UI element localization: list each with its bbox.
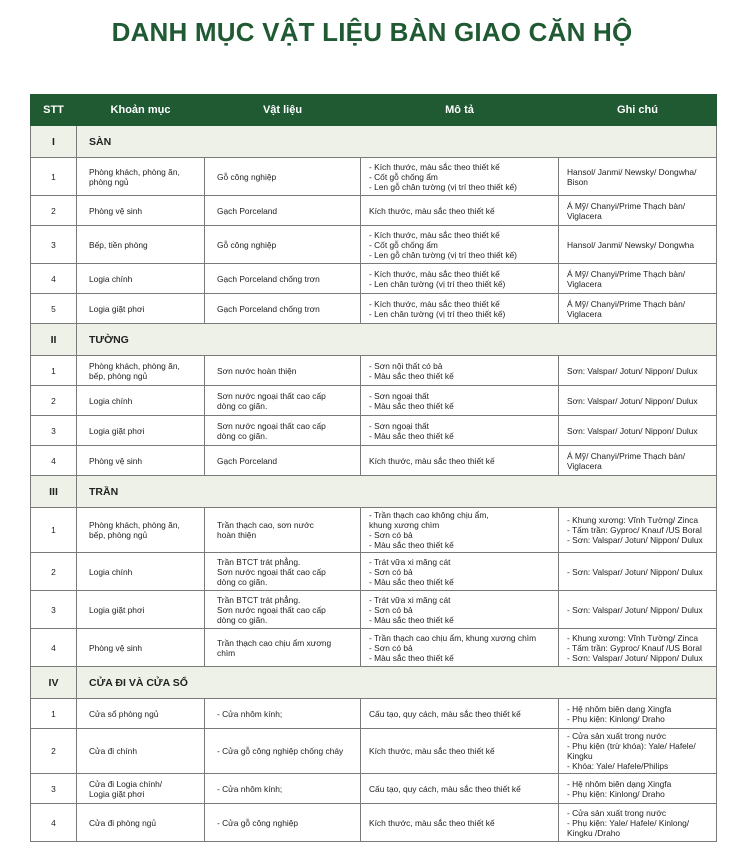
- row-khoan-muc: Bếp, tiền phòng: [77, 226, 205, 264]
- row-khoan-muc: Logia giặt phơi: [77, 294, 205, 324]
- row-mo-ta: - Kích thước, màu sắc theo thiết kế - Cốt gỗ chống ẩm - Len gỗ chân tường (vị trí theo thiết kế): [361, 158, 559, 196]
- table-row: [31, 591, 717, 629]
- row-vat-lieu: - Cửa gỗ công nghiệp chống cháy: [205, 729, 361, 774]
- section-row: [31, 667, 717, 699]
- table-row: [31, 729, 717, 774]
- row-mo-ta: - Sơn nội thất có bả - Màu sắc theo thiết kế: [361, 356, 559, 386]
- row-stt: 2: [31, 729, 77, 774]
- row-mo-ta: Kích thước, màu sắc theo thiết kế: [361, 196, 559, 226]
- row-mo-ta: Cấu tạo, quy cách, màu sắc theo thiết kế: [361, 699, 559, 729]
- row-stt: 1: [31, 699, 77, 729]
- row-mo-ta: Kích thước, màu sắc theo thiết kế: [361, 729, 559, 774]
- row-khoan-muc: Logia chính: [77, 553, 205, 591]
- row-vat-lieu: Trần thạch cao chịu ẩm xương chìm: [205, 629, 361, 667]
- row-ghi-chu: - Sơn: Valspar/ Jotun/ Nippon/ Dulux: [559, 553, 717, 591]
- table-body: [31, 126, 717, 842]
- row-vat-lieu: Gạch Porceland: [205, 196, 361, 226]
- row-ghi-chu: Hansol/ Janmi/ Newsky/ Dongwha: [559, 226, 717, 264]
- row-khoan-muc: Logia giặt phơi: [77, 416, 205, 446]
- row-stt: 5: [31, 294, 77, 324]
- row-ghi-chu: - Khung xương: Vĩnh Tường/ Zinca - Tấm trần: Gyproc/ Knauf /US Boral - Sơn: Valspar/ Jotun/ Nippon/ Dulux: [559, 508, 717, 553]
- table-row: [31, 629, 717, 667]
- row-ghi-chu: - Cửa sản xuất trong nước - Phụ kiện (trừ khóa): Yale/ Hafele/ Kingku - Khóa: Yale/ Hafele/Philips: [559, 729, 717, 774]
- header-mo-ta: Mô tả: [361, 95, 559, 126]
- row-stt: 4: [31, 264, 77, 294]
- row-vat-lieu: Gạch Porceland: [205, 446, 361, 476]
- row-vat-lieu: Gạch Porceland chống trơn: [205, 264, 361, 294]
- table-row: [31, 804, 717, 842]
- header-khoan-muc: Khoản mục: [77, 95, 205, 126]
- section-name: SÀN: [77, 126, 717, 158]
- table-row: [31, 446, 717, 476]
- row-vat-lieu: Sơn nước ngoại thất cao cấp dòng co giãn.: [205, 386, 361, 416]
- row-stt: 3: [31, 591, 77, 629]
- table-row: [31, 508, 717, 553]
- row-stt: 3: [31, 416, 77, 446]
- row-stt: 2: [31, 553, 77, 591]
- row-khoan-muc: Phòng vệ sinh: [77, 196, 205, 226]
- section-number: I: [31, 126, 77, 158]
- row-ghi-chu: - Hệ nhôm biên dạng Xingfa - Phụ kiện: Kinlong/ Draho: [559, 774, 717, 804]
- row-vat-lieu: - Cửa gỗ công nghiệp: [205, 804, 361, 842]
- row-stt: 3: [31, 226, 77, 264]
- row-stt: 3: [31, 774, 77, 804]
- row-mo-ta: - Kích thước, màu sắc theo thiết kế - Cốt gỗ chống ẩm - Len gỗ chân tường (vị trí theo thiết kế): [361, 226, 559, 264]
- row-ghi-chu: Sơn: Valspar/ Jotun/ Nippon/ Dulux: [559, 416, 717, 446]
- row-ghi-chu: - Hệ nhôm biên dạng Xingfa - Phụ kiện: Kinlong/ Draho: [559, 699, 717, 729]
- section-row: [31, 126, 717, 158]
- row-stt: 4: [31, 629, 77, 667]
- table-row: [31, 386, 717, 416]
- row-vat-lieu: - Cửa nhôm kính;: [205, 774, 361, 804]
- row-khoan-muc: Cửa đi chính: [77, 729, 205, 774]
- row-vat-lieu: Gỗ công nghiệp: [205, 158, 361, 196]
- row-khoan-muc: Cửa đi Logia chính/ Logia giặt phơi: [77, 774, 205, 804]
- table-row: [31, 416, 717, 446]
- table-row: [31, 774, 717, 804]
- table-row: [31, 356, 717, 386]
- row-ghi-chu: Á Mỹ/ Chanyi/Prime Thạch bàn/ Viglacera: [559, 446, 717, 476]
- row-ghi-chu: Á Mỹ/ Chanyi/Prime Thạch bàn/ Viglacera: [559, 196, 717, 226]
- table-header-row: [31, 95, 717, 126]
- row-ghi-chu: Hansol/ Janmi/ Newsky/ Dongwha/ Bison: [559, 158, 717, 196]
- row-vat-lieu: Trần thạch cao, sơn nước hoàn thiện: [205, 508, 361, 553]
- row-vat-lieu: Trần BTCT trát phẳng. Sơn nước ngoại thất cao cấp dòng co giãn.: [205, 553, 361, 591]
- row-stt: 1: [31, 356, 77, 386]
- row-mo-ta: Cấu tạo, quy cách, màu sắc theo thiết kế: [361, 774, 559, 804]
- section-row: [31, 324, 717, 356]
- header-stt: STT: [31, 95, 77, 126]
- row-stt: 2: [31, 386, 77, 416]
- section-number: III: [31, 476, 77, 508]
- row-khoan-muc: Phòng khách, phòng ăn, bếp, phòng ngủ: [77, 356, 205, 386]
- row-khoan-muc: Cửa sổ phòng ngủ: [77, 699, 205, 729]
- row-khoan-muc: Cửa đi phòng ngủ: [77, 804, 205, 842]
- section-number: II: [31, 324, 77, 356]
- row-ghi-chu: - Sơn: Valspar/ Jotun/ Nippon/ Dulux: [559, 591, 717, 629]
- row-mo-ta: - Kích thước, màu sắc theo thiết kế - Len chân tường (vị trí theo thiết kế): [361, 264, 559, 294]
- row-vat-lieu: Gạch Porceland chống trơn: [205, 294, 361, 324]
- row-mo-ta: Kích thước, màu sắc theo thiết kế: [361, 446, 559, 476]
- row-khoan-muc: Logia chính: [77, 386, 205, 416]
- table-row: [31, 158, 717, 196]
- section-name: TƯỜNG: [77, 324, 717, 356]
- row-khoan-muc: Logia chính: [77, 264, 205, 294]
- row-ghi-chu: Sơn: Valspar/ Jotun/ Nippon/ Dulux: [559, 386, 717, 416]
- table-row: [31, 226, 717, 264]
- table-row: [31, 264, 717, 294]
- section-name: CỬA ĐI VÀ CỬA SỔ: [77, 667, 717, 699]
- row-mo-ta: - Sơn ngoại thất - Màu sắc theo thiết kế: [361, 386, 559, 416]
- row-vat-lieu: Sơn nước ngoại thất cao cấp dòng co giãn.: [205, 416, 361, 446]
- section-row: [31, 476, 717, 508]
- row-vat-lieu: Sơn nước hoàn thiện: [205, 356, 361, 386]
- section-number: IV: [31, 667, 77, 699]
- row-khoan-muc: Logia giặt phơi: [77, 591, 205, 629]
- row-vat-lieu: Trần BTCT trát phẳng. Sơn nước ngoại thất cao cấp dòng co giãn.: [205, 591, 361, 629]
- table-row: [31, 553, 717, 591]
- row-stt: 4: [31, 804, 77, 842]
- row-mo-ta: Kích thước, màu sắc theo thiết kế: [361, 804, 559, 842]
- table-row: [31, 699, 717, 729]
- table-row: [31, 196, 717, 226]
- section-name: TRẦN: [77, 476, 717, 508]
- row-khoan-muc: Phòng khách, phòng ăn, bếp, phòng ngủ: [77, 508, 205, 553]
- row-ghi-chu: - Cửa sản xuất trong nước - Phụ kiện: Yale/ Hafele/ Kinlong/ Kingku /Draho: [559, 804, 717, 842]
- row-khoan-muc: Phòng vệ sinh: [77, 629, 205, 667]
- row-stt: 1: [31, 508, 77, 553]
- row-stt: 1: [31, 158, 77, 196]
- row-vat-lieu: Gỗ công nghiệp: [205, 226, 361, 264]
- header-vat-lieu: Vật liệu: [205, 95, 361, 126]
- row-mo-ta: - Trát vữa xi măng cát - Sơn có bả - Màu sắc theo thiết kế: [361, 591, 559, 629]
- row-khoan-muc: Phòng khách, phòng ăn, phòng ngủ: [77, 158, 205, 196]
- materials-table: [30, 94, 717, 842]
- row-vat-lieu: - Cửa nhôm kính;: [205, 699, 361, 729]
- row-ghi-chu: Sơn: Valspar/ Jotun/ Nippon/ Dulux: [559, 356, 717, 386]
- row-stt: 4: [31, 446, 77, 476]
- page-title: DANH MỤC VẬT LIỆU BÀN GIAO CĂN HỘ: [111, 17, 633, 47]
- row-ghi-chu: Á Mỹ/ Chanyi/Prime Thạch bàn/ Viglacera: [559, 264, 717, 294]
- table-row: [31, 294, 717, 324]
- row-mo-ta: - Trát vữa xi măng cát - Sơn có bả - Màu sắc theo thiết kế: [361, 553, 559, 591]
- row-mo-ta: - Sơn ngoại thất - Màu sắc theo thiết kế: [361, 416, 559, 446]
- row-ghi-chu: - Khung xương: Vĩnh Tường/ Zinca - Tấm trần: Gyproc/ Knauf /US Boral - Sơn: Valspar/ Jotun/ Nippon/ Dulux: [559, 629, 717, 667]
- row-ghi-chu: Á Mỹ/ Chanyi/Prime Thạch bàn/ Viglacera: [559, 294, 717, 324]
- row-khoan-muc: Phòng vệ sinh: [77, 446, 205, 476]
- row-stt: 2: [31, 196, 77, 226]
- row-mo-ta: - Trần thạch cao chịu ẩm, khung xương chìm - Sơn có bả - Màu sắc theo thiết kế: [361, 629, 559, 667]
- header-ghi-chu: Ghi chú: [559, 95, 717, 126]
- row-mo-ta: - Trần thạch cao không chịu ẩm, khung xương chìm - Sơn có bả - Màu sắc theo thiết kế: [361, 508, 559, 553]
- row-mo-ta: - Kích thước, màu sắc theo thiết kế - Len chân tường (vị trí theo thiết kế): [361, 294, 559, 324]
